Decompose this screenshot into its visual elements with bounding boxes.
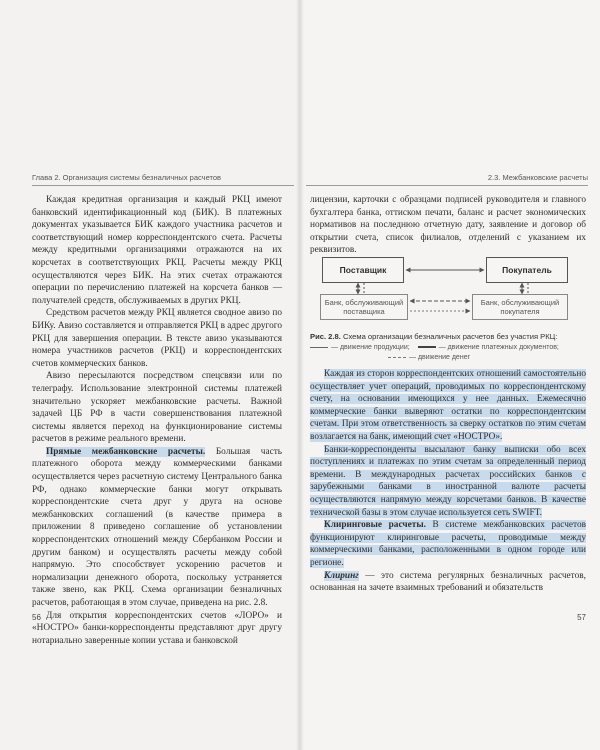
- buyer-bank-box: Банк, обслуживающий покупателя: [472, 294, 568, 320]
- buyer-box: Покупатель: [486, 257, 568, 283]
- figure-caption: [310, 332, 590, 342]
- header-rule-left: [32, 185, 294, 186]
- bold-line-legend-icon: [418, 346, 436, 348]
- paragraph: Каждая кредитная организация и каждый РКЦ имеют банковский идентификационный код (БИК). В платежных документах указывается БИК каждого участника расчетов и соответствующий номер корреспондентского счета. Расчеты между кредитными организациями отражаются на их корсчетах в соответствующих РКЦ. Расчеты между РКЦ осуществляются через БИК. На этих счетах отражаются операции по перечислению платежей на корсчета банков — получателей средств, обслуживаемых в других РКЦ.: [32, 195, 282, 306]
- supplier-bank-box: Банк, обслуживающий поставщика: [320, 294, 408, 320]
- caption-label: Рис. 2.8.: [310, 332, 341, 341]
- solid-line-legend-icon: [310, 347, 328, 348]
- paragraph: Авизо пересылаются посредством спецсвязи или по телеграфу. Использование электронной системы платежей значительно ускоряет межбанковские расчеты. Важной задачей ЦБ РФ в части совершенствования платежной системы является переход на функционирование системы расчетов в режиме реального времени.: [32, 371, 282, 445]
- paragraph: [310, 519, 586, 569]
- running-head-left: Глава 2. Организация системы безналичных расчетов: [32, 173, 221, 182]
- section-heading: Клиринговые расчеты.: [324, 520, 426, 531]
- paragraph: Банки-корреспонденты высылают банку выписки обо всех поступлениях и платежах по этим счетам за определенный период времени. В международных расчетах российских банков с зарубежными банками в иностранной валюте расчеты осуществляются напрямую между корсчетами банков. В качестве технической базы в этом случае используется сеть SWIFT.: [310, 444, 586, 518]
- left-text-column: [32, 194, 282, 647]
- right-page: [300, 0, 600, 750]
- right-text-column: [310, 368, 586, 595]
- term: Клиринг: [324, 570, 359, 581]
- book-spine-shadow: [296, 0, 304, 750]
- legend-line-1: — движение продукции; — движение платежных документов;: [310, 343, 559, 352]
- page-number-right: 57: [577, 613, 586, 622]
- dashed-line-legend-icon: [388, 357, 406, 358]
- paragraph: Средством расчетов между РКЦ является сводное авизо по БИКу. Авизо составляется и отправляется РКЦ в адрес другого РКЦ для завершения операции. В тексте авизо указываются номера участников расчетов (РКЦ) и корреспондентских счетов коммерческих банков.: [32, 308, 282, 369]
- running-head-right: 2.3. Межбанковские расчеты: [487, 173, 588, 182]
- paragraph: [32, 446, 282, 610]
- section-heading: Прямые межбанковские расчеты.: [46, 446, 206, 457]
- caption-text: Схема организации безналичных расчетов без участия РКЦ:: [340, 332, 558, 341]
- page-number-left: 56: [32, 613, 41, 622]
- paragraph: [310, 570, 586, 595]
- legend-line-2: — движение денег: [388, 353, 470, 362]
- paragraph: Для открытия корреспондентских счетов «ЛОРО» и «НОСТРО» банки-корреспонденты представляют друг другу нотариально заверенные копии устава и банковской: [32, 610, 282, 646]
- paragraph: Каждая из сторон корреспондентских отношений самостоятельно осуществляет учет операций, проводимых по корреспондентскому счету, на основании имеющихся у нее данных. Ежемесячно коммерческие банки выверяют остатки по корреспондентским счетам. При этом ответственность за сверку остатков по этим счетам возлагается на банк, имеющий счет «НОСТРО».: [310, 369, 586, 442]
- supplier-box: Поставщик: [322, 257, 404, 283]
- paragraph: лицензии, карточки с образцами подписей руководителя и главного бухгалтера банка, оттиском печати, баланс и расчет экономических нормативов на последнюю отчетную дату, заявление и договор об открытии счета, список филиалов, отделений с указанием их реквизитов.: [310, 195, 586, 256]
- paragraph-body: — это система регулярных безналичных расчетов, основанная на зачете взаимных требований и обязательств: [310, 570, 586, 594]
- paragraph-body: В системе межбанковских расчетов функционируют клиринговые расчеты, проводимые между коммерческими банками, расположенными в одном городе или регионе.: [310, 520, 586, 568]
- paragraph-body: Большая часть платежного оборота между коммерческими банками осуществляется через расчетную систему Центрального банка РФ, однако коммерческие банки могут открывать корреспондентские счета друг у друга на основе межбанковских соглашений (в качестве примера в приложении 8 приведено соглашение об установлении корреспондентских отношений между Сбербанком России и другим банком) и осуществлять расчеты между собой напрямую. Это способствует ускорению расчетов и нормализации денежного оборота, поскольку устраняется также звено, как РКЦ. Схема организации безналичных расчетов, работающая в этом случае, приведена на рис. 2.8.: [32, 446, 282, 608]
